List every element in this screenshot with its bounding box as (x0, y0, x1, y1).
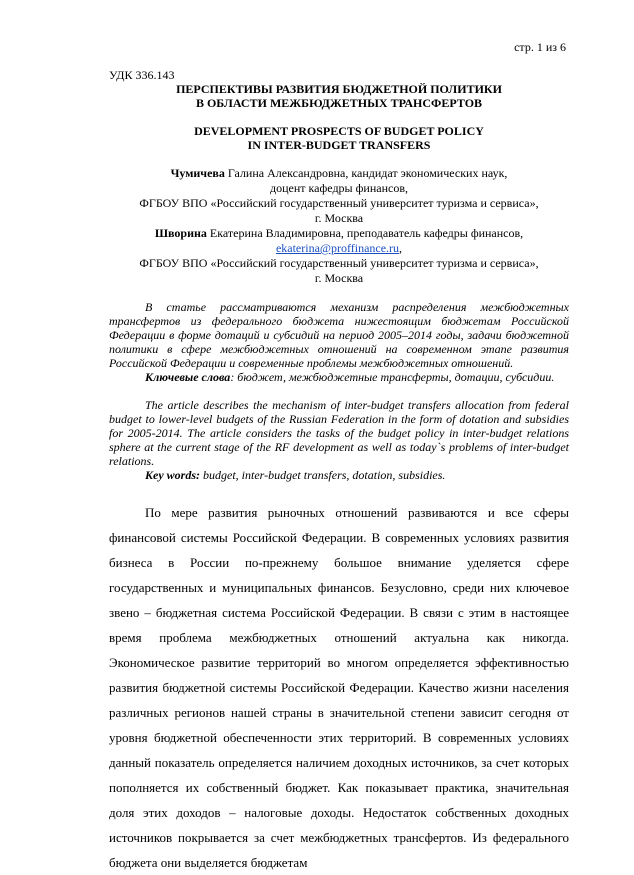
keywords-russian (109, 370, 569, 384)
author-1-surname: Чумичева (170, 166, 225, 180)
author-2-surname: Шворина (154, 226, 207, 240)
title-en-line-1: DEVELOPMENT PROSPECTS OF BUDGET POLICY (194, 124, 484, 138)
article (109, 68, 569, 875)
author-2-email-line (109, 241, 569, 256)
title-ru-line-2: В ОБЛАСТИ МЕЖБЮДЖЕТНЫХ ТРАНСФЕРТОВ (195, 96, 483, 110)
author-1-line (109, 166, 569, 181)
author-1-affiliation: ФГБОУ ВПО «Российский государственный университет туризма и сервиса», (139, 196, 539, 210)
title-english (109, 124, 569, 152)
author-2-affiliation: ФГБОУ ВПО «Российский государственный университет туризма и сервиса», (139, 256, 539, 270)
abstract-english: The article describes the mechanism of inter-budget transfers allocation from federal budget to lower-level budgets of the Russian Federation in the form of dotation and subsidies for 2005-2014. The article considers the tasks of the budget policy in inter-budget relations sphere at the current stage of the RF development as well as today`s problems of inter-budget relations. (109, 398, 569, 468)
author-2-email-suffix: , (399, 241, 403, 255)
title-ru-line-1: ПЕРСПЕКТИВЫ РАЗВИТИЯ БЮДЖЕТНОЙ ПОЛИТИКИ (176, 82, 502, 96)
keywords-en-label: Key words: (145, 468, 200, 482)
author-1-city: г. Москва (314, 211, 364, 225)
author-2-line (109, 226, 569, 241)
keywords-english (109, 468, 569, 482)
keywords-ru-text: : бюджет, межбюджетные трансферты, дотации, субсидии. (230, 370, 555, 384)
body-paragraph: По мере развития рыночных отношений развиваются и все сферы финансовой системы Российской Федерации. В современных условиях развития бизнеса в России по-прежнему большое внимание уделяется сфере государственных и муниципальных финансов. Безусловно, среди них ключевое звено – бюджетная система Российской Федерации. В связи с этим в настоящее время проблема межбюджетных отношений актуальна как никогда. Экономическое развитие территорий во многом определяется эффективностью развития бюджетной системы Российской Федерации. Качество жизни населения различных регионов нашей страны в значительной степени зависит сегодня от уровня бюджетной обеспеченности этих территорий. В современных условиях данный показатель определяется наличием доходных источников, за счет которых пополняется их собственный бюджет. Как показывает практика, значительная доля этих доходов – налоговые доходы. Недостаток собственных доходных источников покрывается за счет межбюджетных трансфертов. Из федерального бюджета они выделяется бюджетам (109, 505, 569, 870)
udc-code: УДК 336.143 (109, 68, 175, 82)
abstract-russian: В статье рассматриваются механизм распределения межбюджетных трансфертов из федерального бюджета нижестоящим бюджетам Российской Федерации в форме дотаций и субсидий на период 2005–2014 годы, задачи бюджетной политики в сфере межбюджетных отношений на современном этапе развития Российской Федерации и современные проблемы межбюджетных отношений. (109, 300, 569, 370)
author-2-email-link[interactable]: ekaterina@proffinance.ru (275, 241, 400, 255)
author-1-position: доцент кафедры финансов, (270, 181, 408, 195)
keywords-ru-label: Ключевые слова (145, 370, 231, 384)
title-russian (109, 82, 569, 110)
authors-block (109, 166, 569, 286)
author-2-city: г. Москва (314, 271, 364, 285)
title-en-line-2: IN INTER-BUDGET TRANSFERS (247, 138, 431, 152)
author-2-details: Екатерина Владимировна, преподаватель кафедры финансов, (206, 226, 524, 240)
keywords-en-text: budget, inter-budget transfers, dotation, subsidies. (200, 468, 446, 482)
author-1-details: Галина Александровна, кандидат экономических наук, (224, 166, 508, 180)
page-number: стр. 1 из 6 (514, 40, 566, 54)
